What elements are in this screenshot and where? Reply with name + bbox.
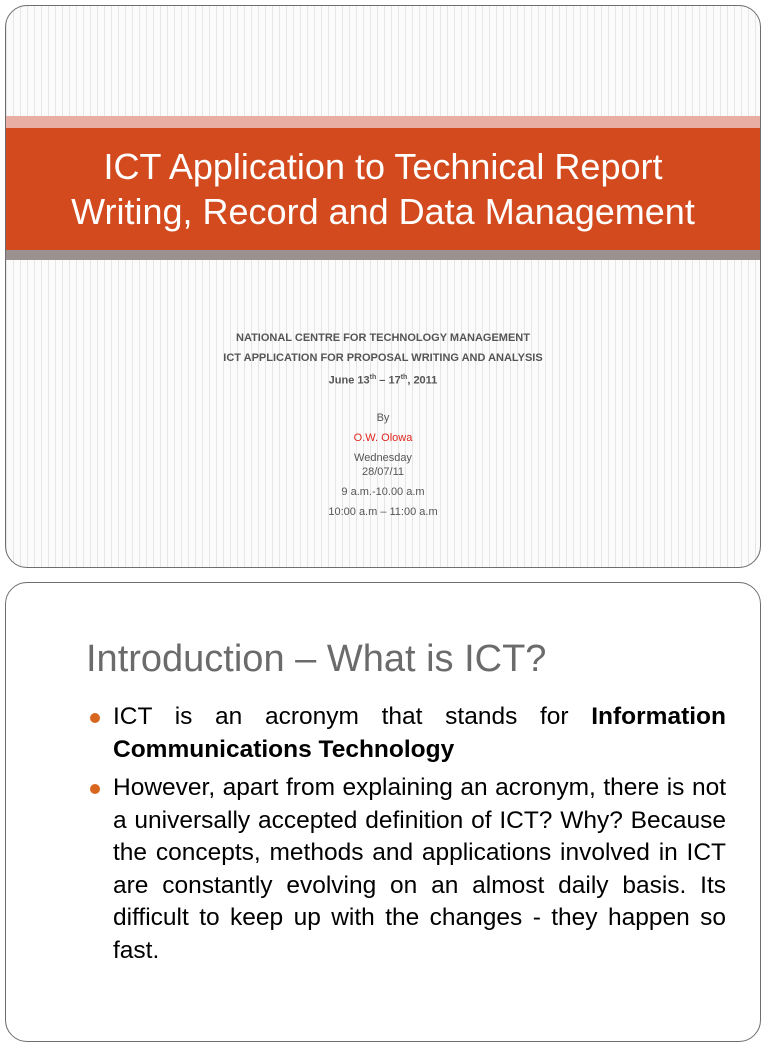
bullet-list <box>86 701 726 973</box>
presentation-day: Wednesday <box>354 451 412 464</box>
presentation-date: 28/07/11 <box>361 465 404 478</box>
time-slot-1: 9 a.m.-10.00 a.m <box>341 485 425 498</box>
by-label: By <box>376 411 390 424</box>
main-title-line1: ICT Application to Technical Report <box>103 146 663 187</box>
title-slide <box>5 5 761 568</box>
bullet-item-acronym <box>86 701 726 766</box>
bullet-bold-term: Information Communications Technology <box>113 703 726 763</box>
main-title-line2: Writing, Record and Data Management <box>71 191 695 232</box>
org-name: NATIONAL CENTRE FOR TECHNOLOGY MANAGEMENT <box>236 332 530 344</box>
title-band <box>6 128 760 250</box>
bullet-text: ICT is an acronym that stands for <box>113 703 592 730</box>
author-block <box>6 411 760 519</box>
title-top-strip <box>6 116 760 128</box>
course-name: ICT APPLICATION FOR PROPOSAL WRITING AND ANALYSIS <box>223 352 543 364</box>
main-title <box>51 144 715 234</box>
author-name: O.W. Olowa <box>353 431 413 444</box>
bullet-text: However, apart from explaining an acronym, there is not a universally accepted definition of ICT? Why? Because the concepts, methods and applications involved in ICT are constantly evolving on an almost daily basis. Its difficult to keep up with the changes - they happen so fast. <box>113 774 726 964</box>
bullet-item-definition <box>86 772 726 967</box>
bullet-dot-icon <box>90 784 100 794</box>
bullet-dot-icon <box>90 713 100 723</box>
intro-heading: Introduction – What is ICT? <box>86 638 547 680</box>
intro-slide <box>5 582 761 1042</box>
title-bottom-strip <box>6 250 760 260</box>
course-date: June 13th – 17th, 2011 <box>328 374 438 387</box>
subtitle-block <box>6 328 760 525</box>
time-slot-2: 10:00 a.m – 11:00 a.m <box>328 505 438 518</box>
